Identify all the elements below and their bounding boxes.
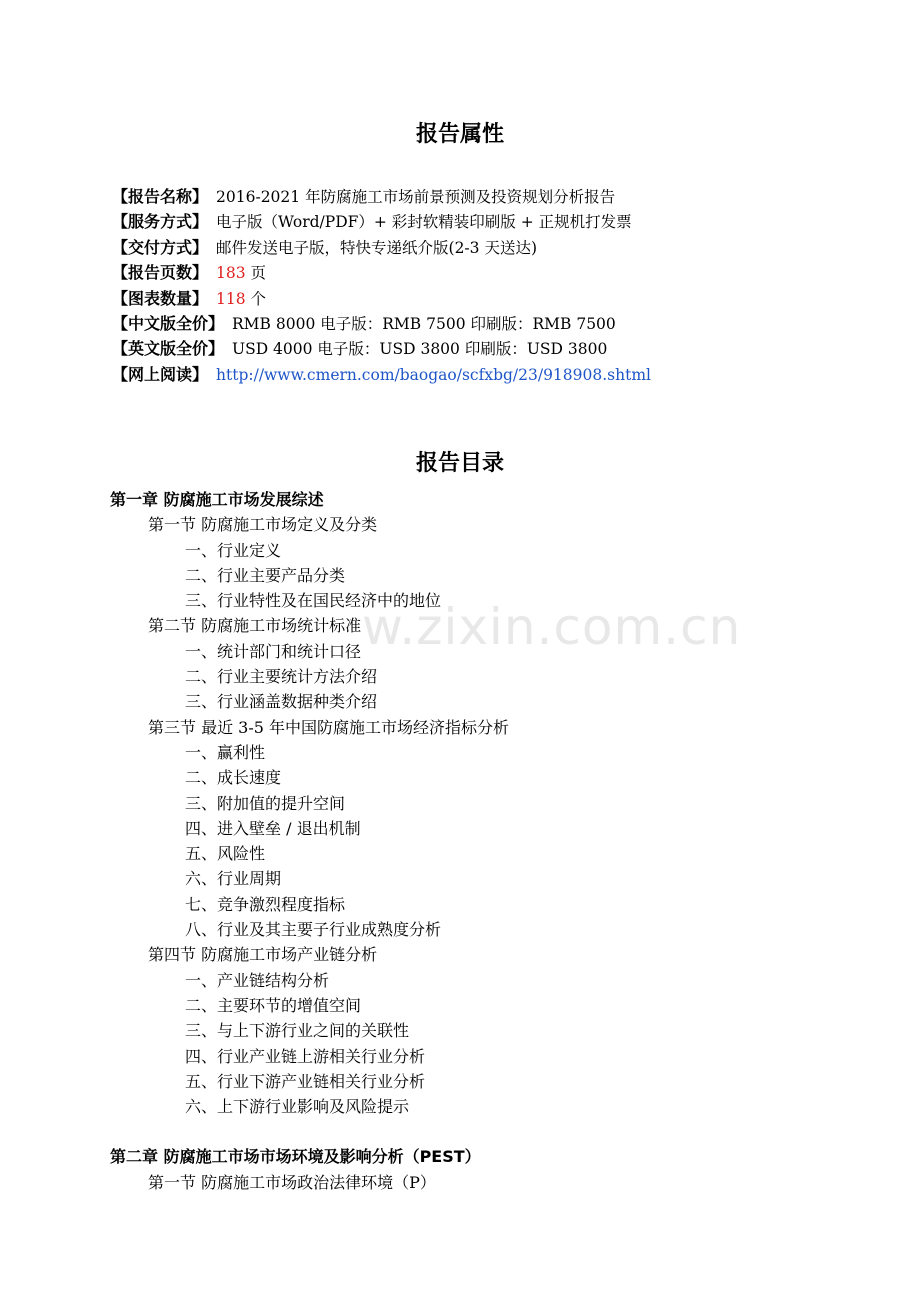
toc-item: 四、行业产业链上游相关行业分析 bbox=[185, 1046, 426, 1066]
toc-item: 五、风险性 bbox=[185, 844, 266, 864]
toc-chapter: 第一章 防腐施工市场发展综述 bbox=[110, 490, 324, 509]
toc-item: 四、进入壁垒 / 退出机制 bbox=[185, 818, 361, 838]
attr-row-report-name bbox=[112, 184, 651, 209]
page-unit: 页 bbox=[245, 264, 267, 283]
toc-item: 六、行业周期 bbox=[185, 869, 282, 889]
chart-unit: 个 bbox=[245, 289, 267, 308]
toc-item: 三、附加值的提升空间 bbox=[185, 793, 346, 813]
attr-key: 【中文版全价】 bbox=[112, 313, 225, 333]
toc-item: 八、行业及其主要子行业成熟度分析 bbox=[185, 920, 442, 940]
attr-value: 电子版（Word/PDF）+ 彩封软精装印刷版 + 正规机打发票 bbox=[216, 213, 632, 232]
table-of-contents-heading: 报告目录 bbox=[415, 451, 504, 476]
table-of-contents bbox=[110, 487, 509, 1195]
toc-item: 六、上下游行业影响及风险提示 bbox=[185, 1097, 410, 1117]
toc-item: 一、产业链结构分析 bbox=[185, 970, 330, 990]
toc-item: 二、行业主要产品分类 bbox=[185, 565, 346, 585]
attr-key: 【交付方式】 bbox=[112, 237, 209, 257]
toc-item: 一、行业定义 bbox=[185, 540, 282, 560]
toc-item: 三、行业特性及在国民经济中的地位 bbox=[185, 591, 442, 611]
attr-row-price-cn bbox=[112, 311, 651, 336]
attr-row-service bbox=[112, 209, 651, 234]
online-read-link[interactable]: http://www.cmern.com/baogao/scfxbg/23/918908.shtml bbox=[216, 365, 651, 384]
toc-section: 第二节 防腐施工市场统计标准 bbox=[148, 616, 362, 636]
report-attributes-list bbox=[112, 184, 651, 387]
toc-item: 三、行业涵盖数据种类介绍 bbox=[185, 692, 378, 712]
toc-section: 第四节 防腐施工市场产业链分析 bbox=[148, 945, 378, 965]
attr-key: 【报告页数】 bbox=[112, 263, 209, 283]
attr-key: 【服务方式】 bbox=[112, 212, 209, 232]
attr-row-charts bbox=[112, 286, 651, 311]
toc-item: 二、行业主要统计方法介绍 bbox=[185, 667, 378, 687]
toc-item: 五、行业下游产业链相关行业分析 bbox=[185, 1071, 426, 1091]
chart-count: 118 bbox=[216, 289, 246, 308]
attr-value: 2016-2021 年防腐施工市场前景预测及投资规划分析报告 bbox=[216, 188, 616, 206]
attr-value: USD 4000 电子版：USD 3800 印刷版：USD 3800 bbox=[232, 340, 608, 359]
page-count: 183 bbox=[216, 264, 246, 283]
attr-row-online bbox=[112, 362, 651, 387]
attr-key: 【图表数量】 bbox=[112, 288, 209, 308]
attr-row-delivery bbox=[112, 235, 651, 260]
toc-section: 第三节 最近 3-5 年中国防腐施工市场经济指标分析 bbox=[148, 717, 510, 737]
attr-value: 邮件发送电子版，特快专递纸介版(2-3 天送达) bbox=[216, 238, 537, 257]
attr-key: 【报告名称】 bbox=[112, 187, 209, 206]
toc-section: 第一节 防腐施工市场政治法律环境（P） bbox=[148, 1172, 436, 1192]
report-attributes-heading: 报告属性 bbox=[415, 122, 504, 147]
attr-key: 【英文版全价】 bbox=[112, 339, 225, 359]
toc-item: 三、与上下游行业之间的关联性 bbox=[185, 1021, 410, 1041]
toc-item: 二、成长速度 bbox=[185, 768, 282, 788]
watermark-text: w.zixin.com.cn bbox=[362, 598, 742, 656]
chapter-spacer bbox=[110, 1119, 509, 1144]
attr-row-pages bbox=[112, 260, 651, 285]
toc-chapter: 第二章 防腐施工市场市场环境及影响分析（PEST） bbox=[110, 1147, 481, 1167]
toc-item: 一、统计部门和统计口径 bbox=[185, 641, 362, 661]
attr-row-price-en bbox=[112, 336, 651, 361]
attr-key: 【网上阅读】 bbox=[112, 364, 209, 384]
toc-item: 二、主要环节的增值空间 bbox=[185, 995, 362, 1015]
toc-item: 七、竞争激烈程度指标 bbox=[185, 894, 346, 914]
attr-value: RMB 8000 电子版：RMB 7500 印刷版：RMB 7500 bbox=[232, 314, 616, 333]
toc-item: 一、赢利性 bbox=[185, 742, 266, 762]
toc-section: 第一节 防腐施工市场定义及分类 bbox=[148, 515, 378, 535]
